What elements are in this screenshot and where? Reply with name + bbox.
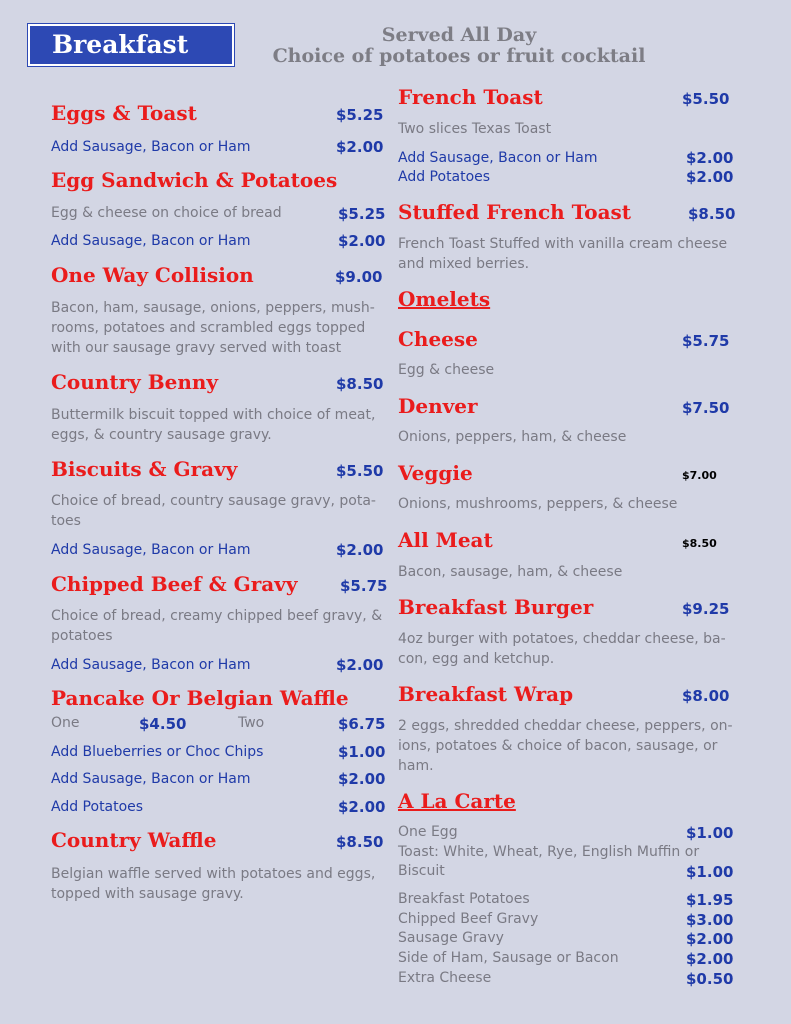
item-desc: Two slices Texas Toast: [398, 121, 552, 137]
two-price: $6.75: [338, 715, 386, 733]
item-title: Cheese: [398, 327, 478, 351]
item-price: $5.25: [336, 106, 384, 124]
add-on: Add Blueberries or Choc Chips: [51, 744, 264, 760]
add-on-price: $2.00: [336, 656, 384, 674]
item-price: $7.50: [682, 399, 730, 417]
item-price: $9.25: [682, 600, 730, 618]
item-price: $9.00: [335, 268, 383, 286]
item-price: $5.75: [340, 577, 388, 595]
item-price: $8.50: [336, 375, 384, 393]
add-on: Add Potatoes: [51, 799, 144, 815]
item-title: Country Waffle: [51, 828, 217, 852]
two-label: Two: [238, 715, 265, 731]
toast-price: $1.00: [686, 863, 734, 881]
toast-options: Toast: White, Wheat, Rye, English Muffin or: [398, 844, 700, 860]
add-on: Add Sausage, Bacon or Ham: [51, 771, 251, 787]
item-desc: Belgian waffle served with potatoes and eggs, topped with sausage gravy.: [51, 866, 376, 902]
item-price: $8.50: [682, 537, 717, 550]
item-desc: Bacon, ham, sausage, onions, peppers, mush-rooms, potatoes and scrambled eggs topped with our sausage gravy served with toast: [51, 300, 375, 356]
item-title: Biscuits & Gravy: [51, 457, 238, 481]
item-price: $5.75: [682, 332, 730, 350]
one-egg: One Egg: [398, 824, 458, 840]
breakfast-badge: Breakfast: [28, 24, 234, 66]
item-title: All Meat: [398, 528, 493, 552]
item-title: Breakfast Burger: [398, 595, 594, 619]
toast-options-2: Biscuit: [398, 863, 445, 879]
add-on: Add Sausage, Bacon or Ham: [51, 542, 251, 558]
item-price: $8.00: [682, 687, 730, 705]
add-on-price: $2.00: [338, 232, 386, 250]
side-item: Sausage Gravy: [398, 930, 504, 946]
item-desc: Onions, mushrooms, peppers, & cheese: [398, 496, 678, 512]
item-desc: 4oz burger with potatoes, cheddar cheese, ba-con, egg and ketchup.: [398, 631, 726, 667]
add-on: Add Sausage, Bacon or Ham: [51, 233, 251, 249]
side-price: $2.00: [686, 950, 734, 968]
item-title: Pancake Or Belgian Waffle: [51, 686, 349, 710]
add-on: Add Sausage, Bacon or Ham: [398, 150, 598, 166]
item-title: French Toast: [398, 85, 543, 109]
header-line-1: Served All Day: [381, 24, 537, 46]
item-title: Egg Sandwich & Potatoes: [51, 168, 338, 192]
add-on-price: $2.00: [336, 138, 384, 156]
item-title: Breakfast Wrap: [398, 682, 574, 706]
item-title: Country Benny: [51, 370, 219, 394]
item-desc: Bacon, sausage, ham, & cheese: [398, 564, 623, 580]
side-price: $3.00: [686, 911, 734, 929]
add-on: Add Sausage, Bacon or Ham: [51, 657, 251, 673]
item-price: $8.50: [336, 833, 384, 851]
one-egg-price: $1.00: [686, 824, 734, 842]
item-title: Stuffed French Toast: [398, 200, 632, 224]
side-price: $0.50: [686, 970, 734, 988]
one-label: One: [51, 715, 80, 731]
add-on-price: $2.00: [336, 541, 384, 559]
add-on-price: $2.00: [686, 149, 734, 167]
add-on-price: $2.00: [338, 770, 386, 788]
item-price: $7.00: [682, 469, 717, 482]
item-title: Denver: [398, 394, 478, 418]
item-desc: Choice of bread, country sausage gravy, pota-toes: [51, 493, 376, 529]
item-title: Veggie: [398, 461, 473, 485]
a-la-carte-heading: A La Carte: [398, 789, 516, 813]
side-item: Extra Cheese: [398, 970, 492, 986]
item-desc: 2 eggs, shredded cheddar cheese, peppers, on-ions, potatoes & choice of bacon, sausage, or ham.: [398, 718, 733, 774]
item-desc: French Toast Stuffed with vanilla cream cheese and mixed berries.: [398, 236, 728, 272]
item-price: $5.50: [336, 462, 384, 480]
side-item: Chipped Beef Gravy: [398, 911, 539, 927]
item-title: Chipped Beef & Gravy: [51, 572, 298, 596]
add-on: Add Potatoes: [398, 169, 491, 185]
omelets-heading: Omelets: [398, 287, 491, 311]
item-title: Eggs & Toast: [51, 101, 197, 125]
item-desc: Choice of bread, creamy chipped beef gravy, & potatoes: [51, 608, 383, 644]
add-on-price: $2.00: [686, 168, 734, 186]
item-title: One Way Collision: [51, 263, 254, 287]
item-price: $5.50: [682, 90, 730, 108]
side-item: Side of Ham, Sausage or Bacon: [398, 950, 619, 966]
side-item: Breakfast Potatoes: [398, 891, 530, 907]
add-on: Add Sausage, Bacon or Ham: [51, 139, 251, 155]
item-desc: Onions, peppers, ham, & cheese: [398, 429, 627, 445]
item-desc: Egg & cheese: [398, 362, 495, 378]
add-on-price: $1.00: [338, 743, 386, 761]
side-price: $2.00: [686, 930, 734, 948]
item-price: $5.25: [338, 205, 386, 223]
item-price: $8.50: [688, 205, 736, 223]
header-line-2: Choice of potatoes or fruit cocktail: [272, 45, 646, 67]
item-desc: Egg & cheese on choice of bread: [51, 205, 282, 221]
add-on-price: $2.00: [338, 798, 386, 816]
side-price: $1.95: [686, 891, 734, 909]
item-desc: Buttermilk biscuit topped with choice of meat, eggs, & country sausage gravy.: [51, 407, 376, 443]
one-price: $4.50: [139, 715, 187, 733]
